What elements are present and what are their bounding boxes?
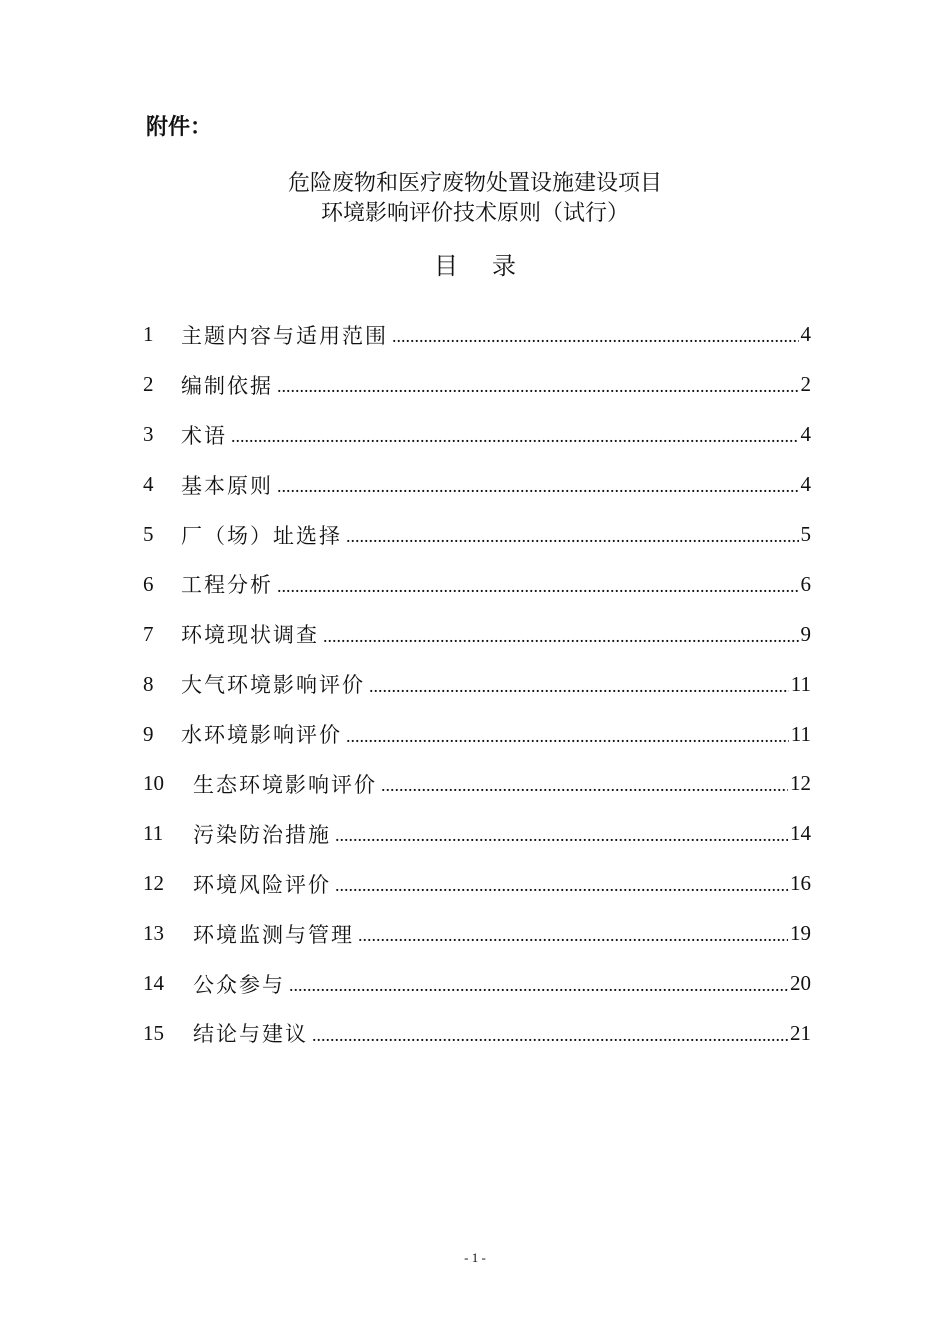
table-of-contents (143, 310, 811, 1058)
toc-entry-leader (335, 825, 788, 846)
toc-entry-title: 环境监测与管理 (193, 922, 354, 947)
toc-entry-title: 工程分析 (181, 573, 273, 598)
toc-entry-page: 11 (790, 671, 811, 696)
toc-entry-page: 4 (800, 472, 811, 497)
toc-entry-leader (312, 1025, 788, 1046)
toc-entry[interactable] (143, 909, 811, 959)
toc-entry-leader (323, 626, 799, 647)
toc-entry-title: 环境现状调查 (181, 623, 319, 648)
toc-entry-page: 4 (800, 322, 811, 347)
toc-entry[interactable] (143, 859, 811, 909)
toc-entry[interactable] (143, 609, 811, 659)
toc-entry[interactable] (143, 809, 811, 859)
toc-entry-number: 10 (143, 771, 164, 796)
toc-entry-page: 16 (790, 871, 811, 896)
toc-entry-page: 21 (790, 1020, 811, 1045)
toc-entry-page: 11 (790, 721, 811, 746)
toc-entry-title: 环境风险评价 (193, 872, 331, 897)
toc-entry-title: 大气环境影响评价 (181, 673, 365, 698)
toc-entry-title: 生态环境影响评价 (193, 772, 377, 797)
toc-entry-number: 7 (143, 621, 154, 646)
toc-entry[interactable] (143, 410, 811, 460)
toc-entry-title: 污染防治措施 (193, 822, 331, 847)
toc-entry-page: 19 (790, 921, 811, 946)
attachment-label: 附件： (146, 115, 213, 140)
toc-entry-number: 12 (143, 871, 164, 896)
toc-entry-title: 公众参与 (193, 972, 285, 997)
toc-entry[interactable] (143, 559, 811, 609)
toc-entry-leader (277, 576, 799, 597)
toc-entry-page: 20 (790, 971, 811, 996)
document-title-line-1: 危险废物和医疗废物处置设施建设项目 (287, 171, 662, 196)
toc-entry-leader (335, 875, 788, 896)
toc-entry[interactable] (143, 460, 811, 510)
toc-heading-char-2: 录 (492, 252, 516, 280)
toc-entry-leader (231, 426, 799, 447)
toc-entry[interactable] (143, 959, 811, 1009)
toc-entry-title: 结论与建议 (193, 1022, 308, 1047)
toc-entry-leader (381, 775, 788, 796)
toc-entry[interactable] (143, 659, 811, 709)
toc-entry-number: 11 (143, 821, 164, 846)
toc-entry-page: 4 (800, 422, 811, 447)
toc-entry-page: 14 (790, 821, 811, 846)
toc-entry[interactable] (143, 759, 811, 809)
toc-entry-number: 6 (143, 571, 154, 596)
toc-entry-page: 5 (800, 522, 811, 546)
toc-entry-title: 主题内容与适用范围 (181, 323, 388, 348)
toc-entry-number: 3 (143, 422, 154, 447)
toc-entry-title: 编制依据 (181, 373, 273, 398)
toc-entry-title: 术语 (181, 423, 227, 448)
toc-entry-leader (346, 726, 789, 747)
toc-heading (0, 250, 950, 282)
toc-entry-number: 5 (143, 522, 154, 546)
toc-entry-number: 2 (143, 372, 154, 397)
toc-entry-number: 14 (143, 971, 164, 996)
document-title-line-2: 环境影响评价技术原则（试行） (320, 201, 629, 226)
toc-entry-number: 15 (143, 1020, 164, 1045)
toc-entry-number: 1 (143, 322, 154, 347)
toc-entry[interactable] (143, 510, 811, 560)
toc-entry-leader (369, 676, 789, 697)
toc-entry-leader (277, 376, 799, 397)
toc-entry-leader (277, 476, 799, 497)
toc-entry-leader (289, 975, 788, 996)
toc-entry[interactable] (143, 310, 811, 360)
toc-entry[interactable] (143, 1008, 811, 1058)
toc-entry-title: 基本原则 (181, 473, 273, 498)
toc-entry-number: 4 (143, 472, 154, 497)
toc-entry[interactable] (143, 360, 811, 410)
toc-entry-title: 厂（场）址选择 (181, 523, 342, 548)
toc-entry-page: 2 (800, 372, 811, 397)
toc-entry-title: 水环境影响评价 (181, 723, 342, 748)
toc-entry-number: 9 (143, 721, 154, 746)
toc-entry-page: 9 (800, 621, 811, 646)
toc-entry-number: 13 (143, 921, 164, 946)
toc-entry-leader (358, 925, 788, 946)
toc-entry-number: 8 (143, 671, 154, 696)
toc-entry[interactable] (143, 709, 811, 759)
toc-entry-page: 6 (800, 571, 811, 596)
toc-entry-leader (392, 326, 799, 347)
toc-entry-leader (346, 526, 799, 547)
page-number: - 1 - (464, 1250, 486, 1265)
toc-entry-page: 12 (790, 771, 811, 796)
toc-heading-char-1: 目 (434, 252, 458, 280)
